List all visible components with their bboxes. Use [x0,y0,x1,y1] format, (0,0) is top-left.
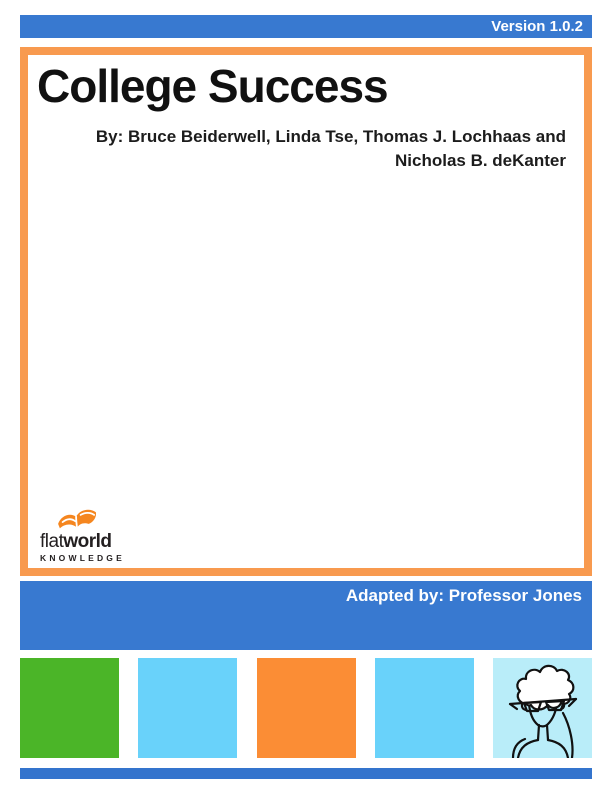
version-bar: Version 1.0.2 [20,15,592,38]
book-title: College Success [37,60,388,112]
publisher-tagline: KNOWLEDGE [40,553,125,563]
cover-box [20,47,592,576]
publisher-name-flat: flat [40,531,64,552]
square-portrait [493,658,592,758]
square-lightblue-1 [138,658,237,758]
publisher-logo [40,505,150,563]
student-portrait-icon [493,658,592,758]
publisher-name-world: world [63,531,112,552]
byline [28,125,584,173]
open-book-icon [56,505,98,532]
square-orange [257,658,356,758]
publisher-name [40,532,150,552]
adapted-by-bar: Adapted by: Professor Jones [20,581,592,650]
square-lightblue-2 [375,658,474,758]
square-green [20,658,119,758]
byline-line-2: Nicholas B. deKanter [395,150,566,170]
byline-line-1: By: Bruce Beiderwell, Linda Tse, Thomas J. Lochhaas and [95,126,566,146]
footer-squares-row [20,658,592,758]
bottom-bar [20,768,592,779]
